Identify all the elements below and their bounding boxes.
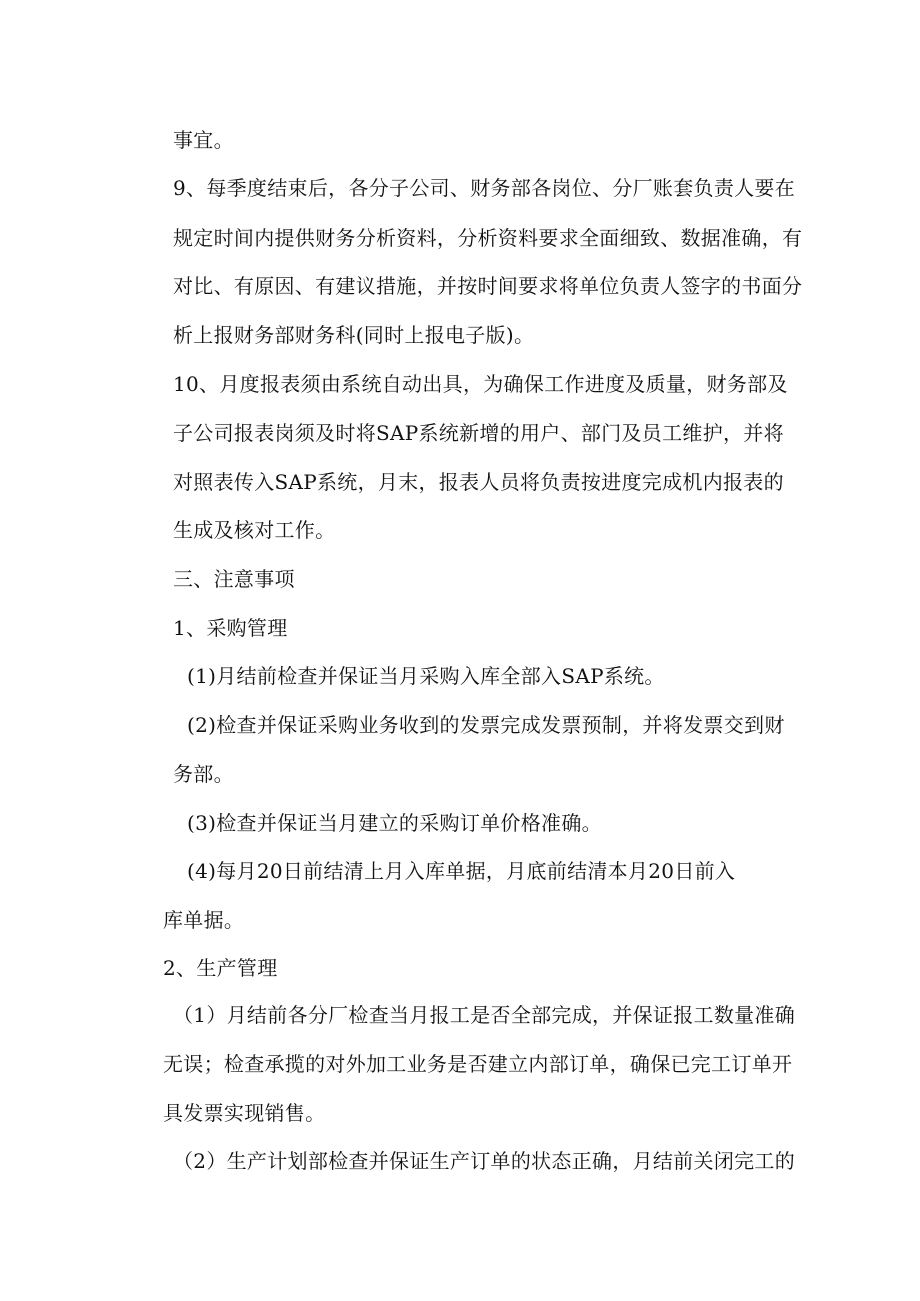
text-line: （1）月结前各分厂检查当月报工是否全部完成，并保证报工数量准确: [173, 1003, 796, 1027]
text-line: 对比、有原因、有建议措施，并按时间要求将单位负责人签字的书面分: [173, 274, 803, 298]
text-line: (1)月结前检查并保证当月采购入库全部入SAP系统。: [187, 664, 665, 688]
text-line: 析上报财务部财务科(同时上报电子版)。: [173, 323, 535, 347]
text-line: (2)检查并保证采购业务收到的发票完成发票预制，并将发票交到财: [187, 713, 785, 737]
text-line: 10、月度报表须由系统自动出具，为确保工作进度及质量，财务部及: [173, 372, 788, 396]
text-line: 子公司报表岗须及时将SAP系统新增的用户、部门及员工维护，并将: [173, 421, 784, 445]
text-line: 库单据。: [163, 908, 245, 932]
text-line: 规定时间内提供财务分析资料，分析资料要求全面细致、数据准确，有: [173, 226, 803, 250]
text-line: 9、每季度结束后，各分子公司、财务部各岗位、分厂账套负责人要在: [173, 176, 796, 200]
text-line: 务部。: [173, 762, 234, 786]
section-heading: 三、注意事项: [173, 567, 295, 591]
text-line: 对照表传入SAP系统，月末，报表人员将负责按进度完成机内报表的: [173, 470, 784, 494]
subsection-heading: 1、采购管理: [173, 616, 288, 640]
text-line: (4)每月20日前结清上月入库单据，月底前结清本月20日前入: [187, 859, 736, 883]
text-line: （2）生产计划部检查并保证生产订单的状态正确，月结前关闭完工的: [173, 1149, 796, 1173]
text-line: (3)检查并保证当月建立的采购订单价格准确。: [187, 811, 602, 835]
text-line: 事宜。: [173, 128, 234, 152]
subsection-heading: 2、生产管理: [163, 956, 278, 980]
text-line: 具发票实现销售。: [163, 1101, 326, 1125]
text-line: 无误；检查承揽的对外加工业务是否建立内部订单，确保已完工订单开: [163, 1052, 793, 1076]
text-line: 生成及核对工作。: [173, 518, 336, 542]
